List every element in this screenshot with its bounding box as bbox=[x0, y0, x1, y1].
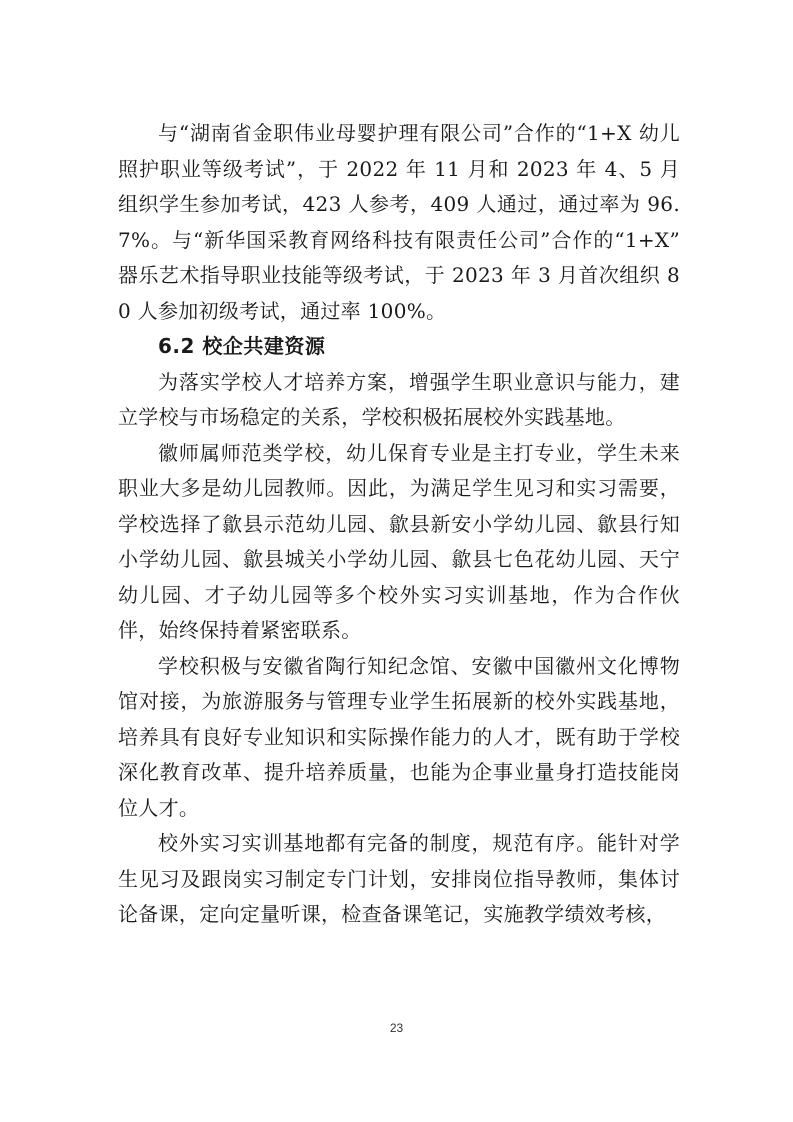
section-heading: 6.2 校企共建资源 bbox=[158, 334, 326, 358]
paragraph-kindergarten-partners: 徽师属师范类学校，幼儿保育专业是主打专业，学生未来职业大多是幼儿园教师。因此，为满足学生见习和实习需要，学校选择了歙县示范幼儿园、歙县新安小学幼儿园、歙县行知小学幼儿园、歙县城关小学幼儿园、歙县七色花幼儿园、天宁幼儿园、才子幼儿园等多个校外实习实训基地，作为合作伙伴，始终保持着紧密联系。 bbox=[118, 440, 680, 642]
paragraph-certification-exams: 与“湖南省金职伟业母婴护理有限公司”合作的“1+X 幼儿照护职业等级考试”，于 2022 年 11 月和 2023 年 4、5 月组织学生参加考试，423 人参考，409 人通过，通过率为 96.7%。与“新华国采教育网络科技有限责任公司”合作的“1+X” 器乐艺术指导职业技能等级考试，于 2023 年 3 月首次组织 80 人参加初级考试，通过率 100%。 bbox=[118, 121, 680, 323]
paragraph-base-management: 校外实习实训基地都有完备的制度，规范有序。能针对学生见习及跟岗实习制定专门计划，安排岗位指导教师，集体讨论备课，定向定量听课，检查备课笔记，实施教学绩效考核， bbox=[118, 831, 680, 926]
page-number: 23 bbox=[389, 1021, 404, 1035]
paragraph-practice-bases-intro: 为落实学校人才培养方案，增强学生职业意识与能力，建立学校与市场稳定的关系，学校积极拓展校外实践基地。 bbox=[118, 369, 680, 429]
document-body bbox=[118, 116, 680, 933]
paragraph-museum-partners: 学校积极与安徽省陶行知纪念馆、安徽中国徽州文化博物馆对接，为旅游服务与管理专业学生拓展新的校外实践基地，培养具有良好专业知识和实际操作能力的人才，既有助于学校深化教育改革、提升培养质量，也能为企事业量身打造技能岗位人才。 bbox=[118, 653, 680, 820]
